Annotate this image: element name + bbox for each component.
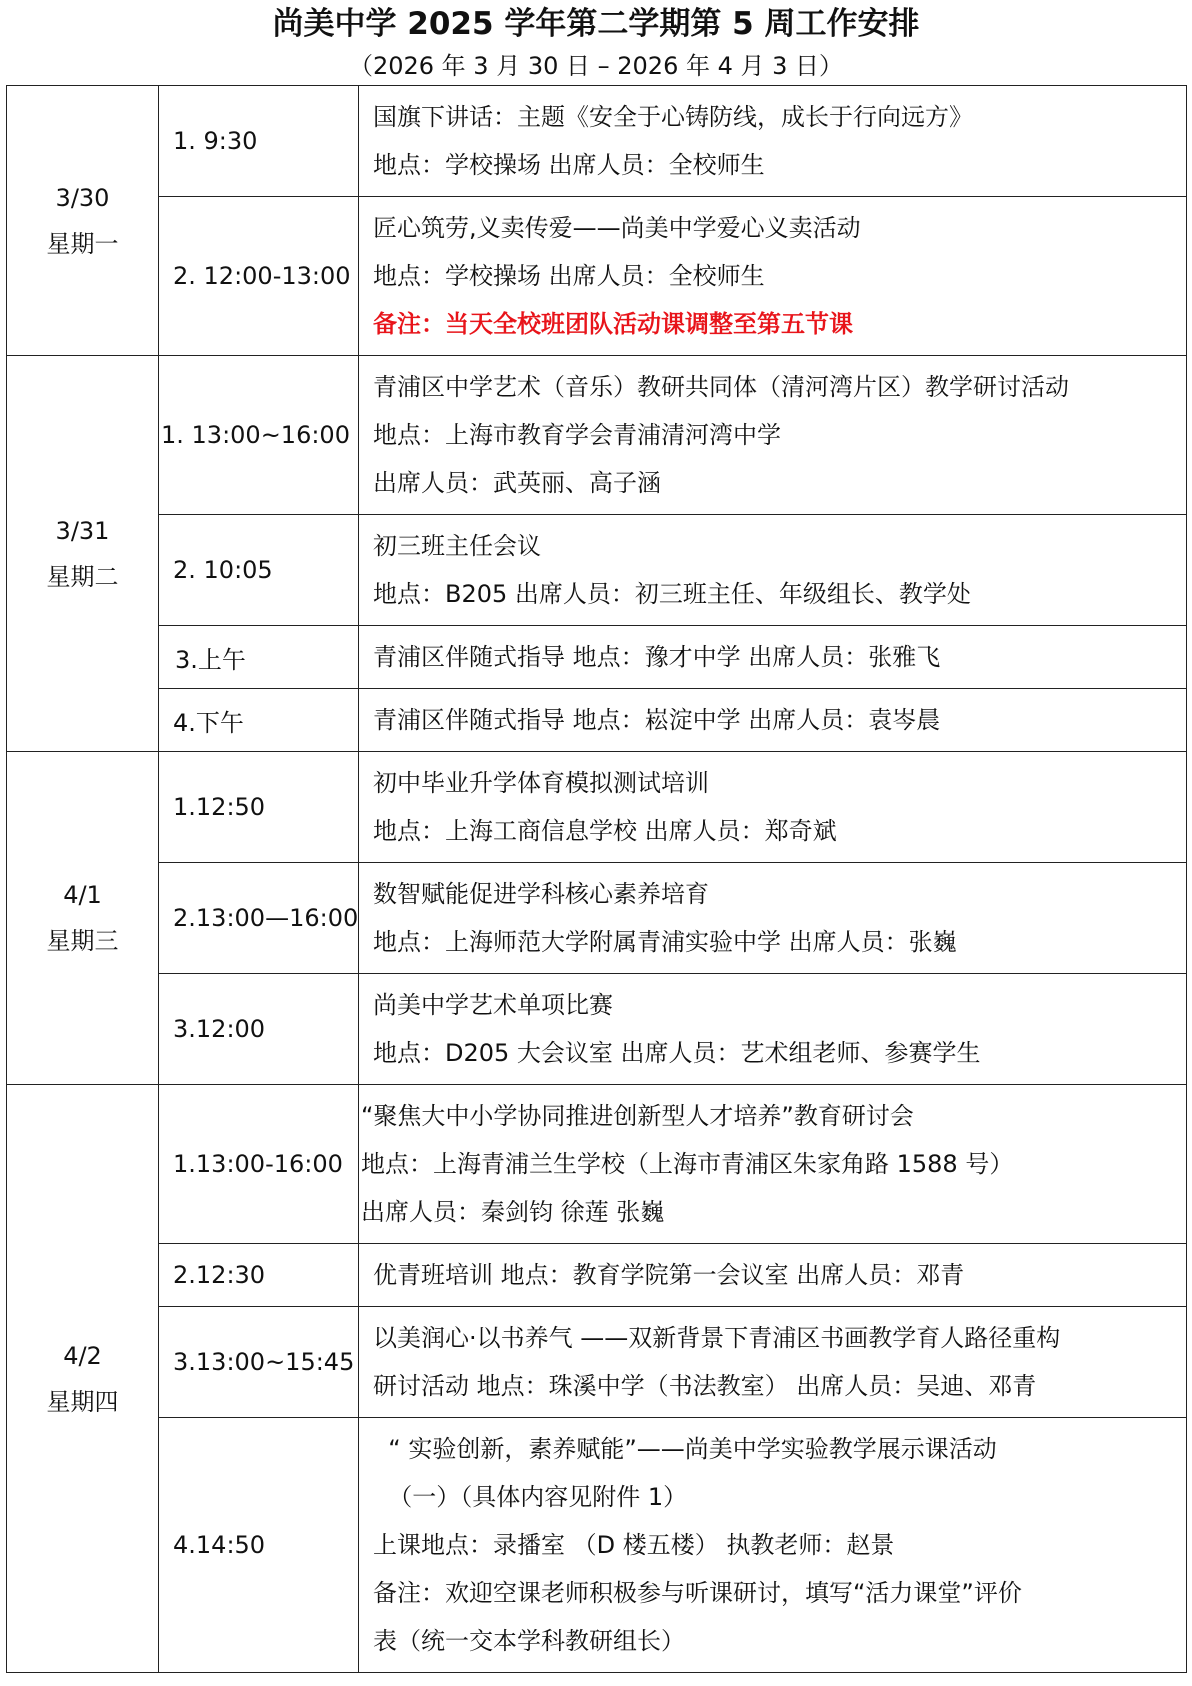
detail-cell	[359, 1307, 1187, 1418]
detail-line: 上课地点：录播室 （D 楼五楼） 执教老师：赵景	[373, 1531, 895, 1559]
detail-line: 青浦区中学艺术（音乐）教研共同体（清河湾片区）教学研讨活动	[373, 373, 1069, 401]
time-cell: 1.13:00-16:00	[159, 1085, 359, 1244]
time-cell: 3.13:00~15:45	[159, 1307, 359, 1418]
day-date: 4/2	[63, 1341, 102, 1370]
table-row	[7, 974, 1187, 1085]
table-row	[7, 1418, 1187, 1673]
day-cell	[7, 356, 159, 752]
detail-line: “ 实验创新，素养赋能”——尚美中学实验教学展示课活动	[373, 1435, 997, 1463]
detail-line: 国旗下讲话：主题《安全于心铸防线，成长于行向远方》	[373, 103, 973, 131]
detail-line: （一）（具体内容见附件 1）	[373, 1483, 688, 1511]
detail-line: 地点：学校操场 出席人员：全校师生	[373, 151, 765, 179]
day-weekday: 星期一	[46, 229, 119, 258]
time-cell: 4.14:50	[159, 1418, 359, 1673]
detail-line: 青浦区伴随式指导 地点：豫才中学 出席人员：张雅飞	[373, 643, 941, 671]
detail-cell	[359, 86, 1187, 197]
detail-line: 研讨活动 地点：珠溪中学（书法教室） 出席人员：吴迪、邓青	[373, 1372, 1037, 1400]
detail-line: 以美润心·以书养气 ——双新背景下青浦区书画教学育人路径重构	[373, 1324, 1061, 1352]
table-row	[7, 1085, 1187, 1244]
day-cell	[7, 86, 159, 356]
table-row	[7, 689, 1187, 752]
detail-line: 初三班主任会议	[373, 532, 541, 560]
day-cell	[7, 1085, 159, 1673]
detail-cell	[359, 974, 1187, 1085]
table-row	[7, 626, 1187, 689]
detail-line: 地点：学校操场 出席人员：全校师生	[373, 262, 765, 290]
detail-cell	[359, 356, 1187, 515]
detail-line: 地点：D205 大会议室 出席人员：艺术组老师、参赛学生	[373, 1039, 981, 1067]
detail-cell	[359, 752, 1187, 863]
detail-cell	[359, 1244, 1187, 1307]
time-cell: 1. 13:00~16:00	[159, 356, 359, 515]
detail-line: 表（统一交本学科教研组长）	[373, 1627, 685, 1655]
time-cell: 2.13:00—16:00	[159, 863, 359, 974]
table-row	[7, 356, 1187, 515]
detail-line: 初中毕业升学体育模拟测试培训	[373, 769, 709, 797]
page-title: 尚美中学 2025 学年第二学期第 5 周工作安排	[272, 6, 920, 42]
table-row	[7, 86, 1187, 197]
detail-cell	[359, 1418, 1187, 1673]
table-row	[7, 752, 1187, 863]
day-cell	[7, 752, 159, 1085]
detail-line: 出席人员：秦剑钧 徐莲 张巍	[361, 1198, 665, 1226]
time-cell: 1. 9:30	[159, 86, 359, 197]
table-row	[7, 1307, 1187, 1418]
detail-line: “聚焦大中小学协同推进创新型人才培养”教育研讨会	[361, 1102, 914, 1130]
detail-line: 备注：欢迎空课老师积极参与听课研讨，填写“活力课堂”评价	[373, 1579, 1022, 1607]
date-range: （2026 年 3 月 30 日 – 2026 年 4 月 3 日）	[348, 52, 844, 80]
table-row	[7, 863, 1187, 974]
time-cell: 2. 10:05	[159, 515, 359, 626]
day-weekday: 星期二	[46, 562, 119, 591]
table-row	[7, 197, 1187, 356]
time-cell: 1.12:50	[159, 752, 359, 863]
note-line: 备注：当天全校班团队活动课调整至第五节课	[373, 310, 853, 338]
detail-line: 尚美中学艺术单项比赛	[373, 991, 613, 1019]
detail-line: 地点：上海工商信息学校 出席人员：郑奇斌	[373, 817, 837, 845]
detail-line: 地点：B205 出席人员：初三班主任、年级组长、教学处	[373, 580, 971, 608]
detail-cell	[359, 863, 1187, 974]
day-date: 3/30	[55, 183, 110, 212]
detail-cell	[359, 689, 1187, 752]
detail-cell	[359, 1085, 1187, 1244]
detail-line: 匠心筑劳,义卖传爱——尚美中学爱心义卖活动	[373, 214, 861, 242]
schedule-table	[6, 85, 1187, 1673]
time-cell: 3.上午	[159, 626, 359, 689]
time-cell: 3.12:00	[159, 974, 359, 1085]
detail-line: 地点：上海青浦兰生学校（上海市青浦区朱家角路 1588 号）	[361, 1150, 1014, 1178]
day-date: 4/1	[63, 881, 102, 909]
day-weekday: 星期四	[46, 1387, 119, 1416]
detail-line: 地点：上海市教育学会青浦清河湾中学	[373, 421, 781, 449]
detail-line: 地点：上海师范大学附属青浦实验中学 出席人员：张巍	[373, 928, 957, 956]
time-cell: 2.12:30	[159, 1244, 359, 1307]
table-row	[7, 1244, 1187, 1307]
detail-line: 青浦区伴随式指导 地点：崧淀中学 出席人员：袁岑晨	[373, 706, 941, 734]
time-cell: 2. 12:00-13:00	[159, 197, 359, 356]
time-cell: 4.下午	[159, 689, 359, 752]
day-weekday: 星期三	[46, 927, 119, 955]
table-row	[7, 515, 1187, 626]
detail-line: 出席人员：武英丽、高子涵	[373, 469, 661, 497]
detail-cell	[359, 515, 1187, 626]
detail-cell	[359, 626, 1187, 689]
day-date: 3/31	[55, 516, 110, 545]
detail-line: 优青班培训 地点：教育学院第一会议室 出席人员：邓青	[373, 1261, 965, 1289]
detail-cell	[359, 197, 1187, 356]
detail-line: 数智赋能促进学科核心素养培育	[373, 880, 709, 908]
